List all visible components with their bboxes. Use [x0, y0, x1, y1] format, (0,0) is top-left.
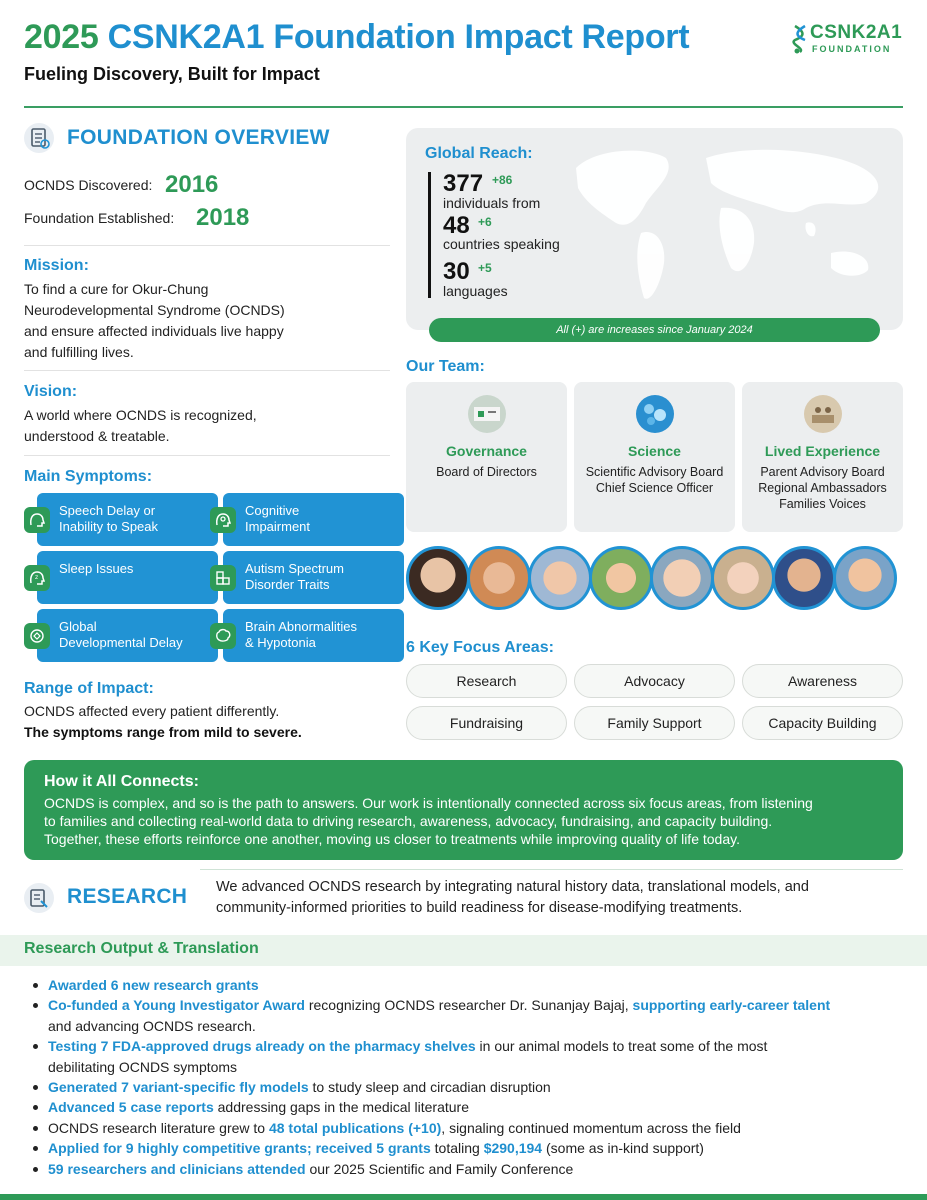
child-photo — [589, 546, 653, 610]
report-subtitle: Fueling Discovery, Built for Impact — [24, 64, 320, 84]
child-photo — [650, 546, 714, 610]
list-item — [30, 1097, 910, 1117]
body-text: OCNDS research literature grew to — [48, 1119, 269, 1136]
focus-awareness: Awareness — [742, 664, 903, 698]
focus-capacity-building: Capacity Building — [742, 706, 903, 740]
symptoms-title: Main Symptoms: — [24, 468, 153, 485]
child-photo — [467, 546, 531, 610]
speech-icon — [24, 507, 50, 533]
body-text: our 2025 Scientific and Family Conference — [305, 1160, 574, 1177]
list-item — [30, 1118, 910, 1138]
discovered-label: OCNDS Discovered: — [24, 177, 153, 193]
focus-family-support: Family Support — [574, 706, 735, 740]
reach-individuals-increase: +86 — [492, 173, 513, 187]
body-text: to study sleep and circadian disruption — [308, 1079, 551, 1096]
list-item — [30, 995, 910, 1036]
reach-countries-label: countries speaking — [443, 236, 560, 252]
team-name: Lived Experience — [764, 443, 881, 459]
divider — [24, 455, 390, 456]
team-line: Chief Science Officer — [595, 481, 714, 495]
reach-countries-count: 48 — [443, 212, 470, 239]
highlight-text: Testing 7 FDA-approved drugs already on the pharmacy shelves — [48, 1038, 476, 1055]
symptom-cognitive — [223, 493, 404, 546]
mission-line: and ensure affected individuals live happy — [24, 323, 284, 339]
reach-note: All (+) are increases since January 2024 — [429, 318, 880, 342]
research-bullet-list — [30, 975, 910, 1179]
brain-icon — [210, 623, 236, 649]
symptom-brain — [223, 609, 404, 662]
symptom-speech-delay — [37, 493, 218, 546]
vision-text — [24, 405, 384, 447]
reach-individuals-count: 377 — [443, 170, 484, 197]
symptom-line: Impairment — [245, 519, 311, 534]
vision-title: Vision: — [24, 383, 78, 400]
vision-line: understood & treatable. — [24, 428, 170, 444]
symptom-line: Speech Delay or — [59, 503, 156, 518]
research-icon — [24, 883, 54, 913]
vision-line: A world where OCNDS is recognized, — [24, 407, 257, 423]
body-text: recognizing OCNDS researcher Dr. Sunanjay Bajaj, — [304, 997, 633, 1014]
team-line: Regional Ambassadors — [758, 481, 887, 495]
research-intro-line: community-informed priorities to build readiness for disease-modifying treatments. — [216, 900, 743, 916]
world-map-icon — [556, 128, 903, 330]
logo-tagline: FOUNDATION — [812, 44, 892, 54]
symptom-autism — [223, 551, 404, 604]
governance-icon — [468, 395, 506, 433]
symptom-line: Autism Spectrum — [245, 561, 344, 576]
team-desc — [742, 464, 903, 512]
discovered-year: 2016 — [165, 171, 219, 198]
list-item — [30, 1077, 910, 1097]
highlight-text: Advanced 5 case reports — [48, 1099, 214, 1116]
team-desc — [406, 464, 567, 480]
connect-box — [24, 760, 903, 860]
lived-experience-icon — [804, 395, 842, 433]
symptom-line: Global — [59, 619, 97, 634]
symptom-line: Brain Abnormalities — [245, 619, 357, 634]
connect-line: OCNDS is complex, and so is the path to answers. Our work is intentionally connected across six focus areas, from listening — [44, 795, 813, 811]
focus-research: Research — [406, 664, 567, 698]
mission-line: and fulfilling lives. — [24, 344, 134, 360]
body-text: , signaling continued momentum across the field — [441, 1119, 741, 1136]
foundation-logo — [792, 22, 907, 56]
divider — [200, 869, 903, 870]
logo-wordmark: CSNK2A1 — [810, 22, 903, 43]
impact-line: OCNDS affected every patient differently. — [24, 703, 280, 719]
highlight-text: supporting early-career talent — [632, 997, 831, 1014]
team-name: Governance — [446, 443, 527, 459]
reach-bar — [428, 172, 431, 298]
child-photo — [833, 546, 897, 610]
report-title — [24, 18, 689, 57]
highlight-text: Applied for 9 highly competitive grants; received 5 grants — [48, 1140, 431, 1157]
clipboard-icon — [24, 123, 54, 153]
symptom-line: Disorder Traits — [245, 577, 330, 592]
highlight-text: 48 total publications (+10) — [268, 1119, 442, 1136]
symptom-line: & Hypotonia — [245, 635, 316, 650]
body-text: debilitating OCNDS symptoms — [48, 1058, 238, 1075]
research-intro-line: We advanced OCNDS research by integrating natural history data, translational models, and — [216, 879, 809, 895]
reach-title: Global Reach: — [425, 145, 533, 162]
reach-countries-increase: +6 — [478, 215, 492, 229]
header-divider — [24, 106, 903, 108]
symptom-line: Sleep Issues — [59, 561, 134, 576]
highlight-text: Generated 7 variant-specific fly models — [48, 1079, 309, 1096]
connect-line: Together, these efforts reinforce one another, moving us closer to treatments while improving quality of life today. — [44, 831, 740, 847]
child-photo — [711, 546, 775, 610]
mission-line: To find a cure for Okur-Chung — [24, 281, 209, 297]
body-text: totaling — [430, 1140, 484, 1157]
team-card-science — [574, 382, 735, 532]
highlight-text: 59 researchers and clinicians attended — [48, 1160, 306, 1177]
mission-title: Mission: — [24, 257, 89, 274]
body-text: (some as in-kind support) — [542, 1140, 704, 1157]
established-year: 2018 — [196, 204, 250, 231]
list-item — [30, 1036, 910, 1077]
mission-text — [24, 279, 384, 363]
body-text: addressing gaps in the medical literature — [213, 1099, 470, 1116]
development-icon — [24, 623, 50, 649]
child-photo — [406, 546, 470, 610]
team-line: Families Voices — [779, 497, 866, 511]
focus-fundraising: Fundraising — [406, 706, 567, 740]
reach-languages-increase: +5 — [478, 261, 492, 275]
symptom-line: Inability to Speak — [59, 519, 159, 534]
list-item — [30, 1138, 910, 1158]
list-item — [30, 975, 910, 995]
head-gear-icon — [210, 507, 236, 533]
title-year: 2025 — [24, 18, 99, 56]
team-line: Board of Directors — [436, 465, 537, 479]
team-card-governance — [406, 382, 567, 532]
body-text: in our animal models to treat some of the most — [475, 1038, 768, 1055]
footer-bar — [0, 1194, 927, 1200]
team-line: Scientific Advisory Board — [585, 465, 724, 479]
child-photo — [528, 546, 592, 610]
dna-icon — [792, 24, 808, 54]
connect-body — [44, 794, 883, 848]
connect-title: How it All Connects: — [44, 773, 199, 790]
reach-individuals-label: individuals from — [443, 195, 541, 211]
team-line: Parent Advisory Board — [760, 465, 885, 479]
team-name: Science — [628, 443, 681, 459]
mission-line: Neurodevelopmental Syndrome (OCNDS) — [24, 302, 285, 318]
focus-advocacy: Advocacy — [574, 664, 735, 698]
impact-title: Range of Impact: — [24, 680, 154, 697]
symptom-global-delay — [37, 609, 218, 662]
established-label: Foundation Established: — [24, 210, 175, 226]
title-text: CSNK2A1 Foundation Impact Report — [107, 18, 690, 56]
symptom-line: Developmental Delay — [59, 635, 183, 650]
symptom-line: Cognitive — [245, 503, 300, 518]
research-title: RESEARCH — [67, 885, 188, 908]
highlight-text: $290,194 — [483, 1140, 543, 1157]
sleep-icon — [24, 565, 50, 591]
connect-line: to families and collecting real-world data to driving research, awareness, advocacy, fundraising, and capacity building. — [44, 813, 773, 829]
body-text: and advancing OCNDS research. — [48, 1017, 256, 1034]
highlight-text: Awarded 6 new research grants — [48, 977, 259, 993]
science-icon — [636, 395, 674, 433]
research-band-title: Research Output & Translation — [24, 940, 259, 957]
list-item — [30, 1159, 910, 1179]
symptom-sleep — [37, 551, 218, 604]
reach-languages-label: languages — [443, 283, 508, 299]
reach-languages-count: 30 — [443, 258, 470, 285]
research-intro — [216, 877, 809, 919]
divider — [24, 370, 390, 371]
focus-title: 6 Key Focus Areas: — [406, 639, 554, 656]
team-desc — [574, 464, 735, 496]
child-photo — [772, 546, 836, 610]
divider — [24, 245, 390, 246]
team-card-lived-experience — [742, 382, 903, 532]
highlight-text: Co-funded a Young Investigator Award — [48, 997, 305, 1014]
impact-severity: The symptoms range from mild to severe. — [24, 724, 302, 740]
svg-text:z: z — [35, 574, 39, 581]
puzzle-icon — [210, 565, 236, 591]
team-title: Our Team: — [406, 358, 485, 375]
overview-title: FOUNDATION OVERVIEW — [67, 126, 330, 149]
